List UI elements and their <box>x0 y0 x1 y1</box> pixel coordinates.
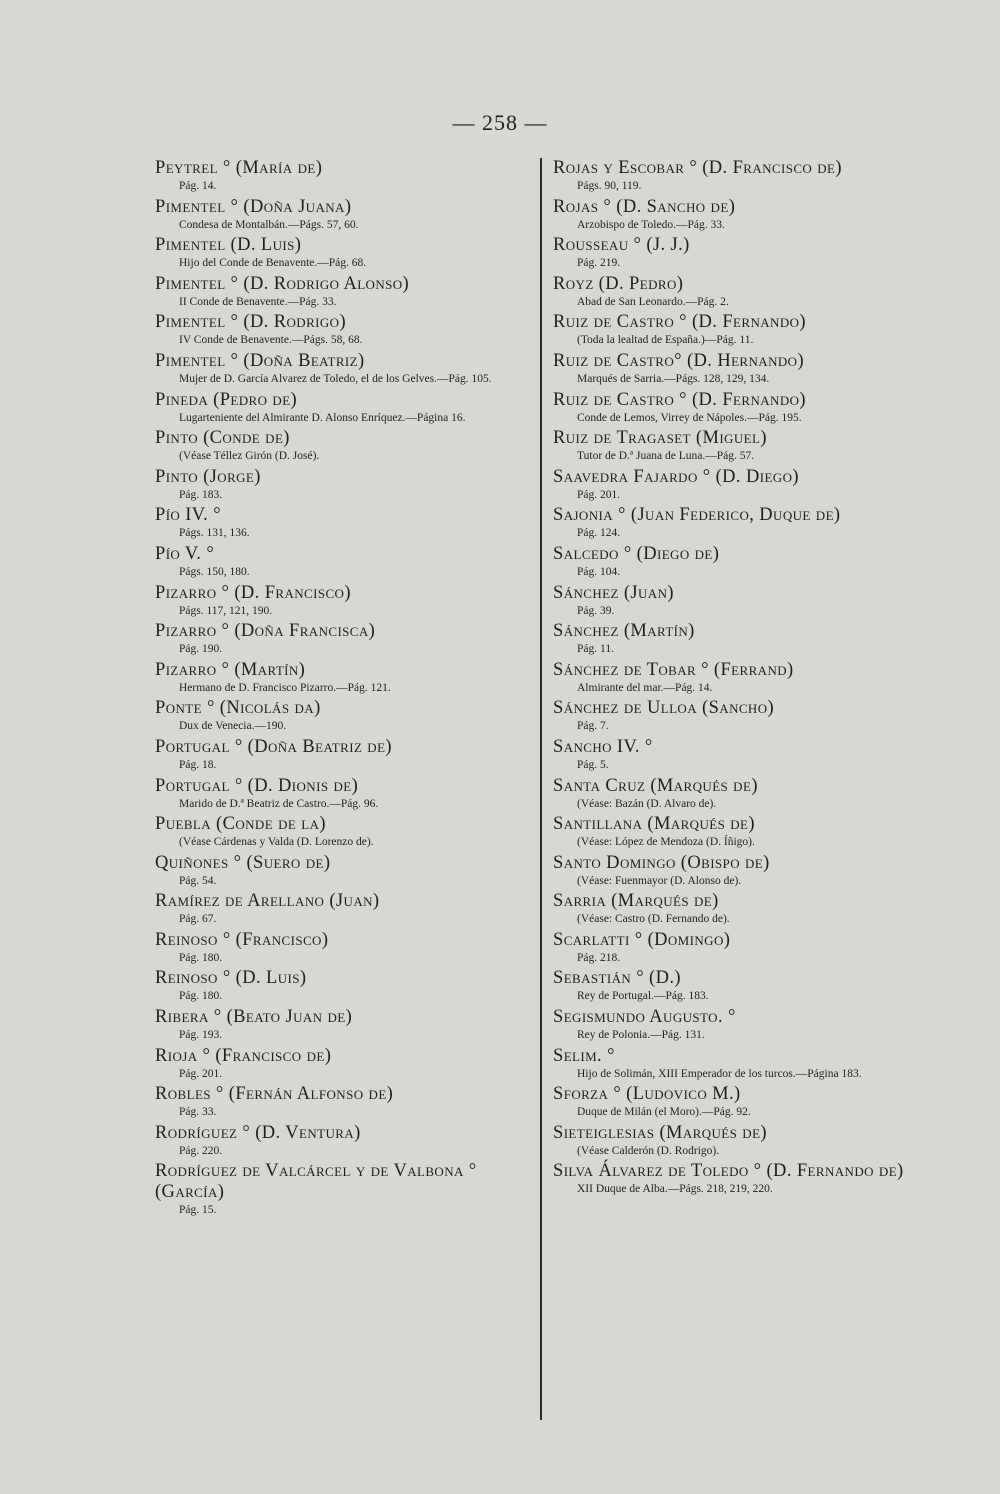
index-entry <box>155 467 530 503</box>
index-entry <box>553 1084 928 1120</box>
entry-heading: Sánchez de Ulloa (Sancho) <box>553 698 775 719</box>
entry-heading: Portugal ° (Doña Beatriz de) <box>155 736 392 757</box>
index-entry <box>553 467 928 503</box>
entry-heading: Sajonia ° (Juan Federico, Duque de) <box>553 505 841 526</box>
entry-detail: Pág. 190. <box>179 643 223 656</box>
page-number: — 258 — <box>452 110 548 135</box>
index-entry <box>553 1046 928 1082</box>
index-entry <box>553 428 928 464</box>
index-entry <box>155 814 530 850</box>
index-column-right <box>553 158 928 1200</box>
entry-heading: Pimentel ° (D. Rodrigo Alonso) <box>155 273 410 294</box>
entry-detail: Pág. 39. <box>577 604 615 617</box>
entry-heading: Sebastián ° (D.) <box>553 968 681 989</box>
entry-detail: Hermano de D. Francisco Pizarro.—Pág. 121. <box>179 681 391 694</box>
entry-heading: Scarlatti ° (Domingo) <box>553 929 731 950</box>
entry-detail: Pág. 220. <box>179 1144 223 1157</box>
index-entry <box>155 351 530 387</box>
entry-heading: Sánchez (Martín) <box>553 621 695 642</box>
entry-heading: Santo Domingo (Obispo de) <box>553 852 770 873</box>
entry-detail: Conde de Lemos, Virrey de Nápoles.—Pág. 195. <box>577 411 802 424</box>
entry-detail: Pág. 67. <box>179 913 217 926</box>
entry-heading: Pinto (Conde de) <box>155 428 290 449</box>
index-entry <box>553 235 928 271</box>
entry-detail: Pág. 218. <box>577 951 621 964</box>
entry-detail: Pág. 7. <box>577 720 609 733</box>
index-entry <box>553 1161 928 1197</box>
index-entry <box>553 312 928 348</box>
entry-detail: Rey de Portugal.—Pág. 183. <box>577 990 709 1003</box>
index-column-left <box>155 158 530 1221</box>
entry-detail: Págs. 117, 121, 190. <box>179 604 273 617</box>
entry-detail: Duque de Milán (el Moro).—Pág. 92. <box>577 1106 751 1119</box>
entry-heading: Pinto (Jorge) <box>155 466 261 487</box>
entry-heading: Rioja ° (Francisco de) <box>155 1045 332 1066</box>
entry-heading: Royz (D. Pedro) <box>553 273 684 294</box>
entry-detail: Rey de Polonia.—Pág. 131. <box>577 1029 705 1042</box>
index-entry <box>155 1123 530 1159</box>
index-entry <box>155 274 530 310</box>
entry-heading: Ruiz de Castro ° (D. Fernando) <box>553 389 806 410</box>
index-entry <box>553 583 928 619</box>
entry-heading: Peytrel ° (María de) <box>155 158 323 178</box>
entry-heading: Selim. ° <box>553 1045 615 1066</box>
entry-detail: (Véase: Castro (D. Fernando de). <box>577 913 730 926</box>
entry-heading: Ruiz de Tragaset (Miguel) <box>553 428 767 449</box>
index-entry <box>553 891 928 927</box>
entry-detail: XII Duque de Alba.—Págs. 218, 219, 220. <box>577 1183 773 1196</box>
entry-heading: Segismundo Augusto. ° <box>553 1007 736 1028</box>
entry-detail: Condesa de Montalbán.—Págs. 57, 60. <box>179 218 359 231</box>
entry-heading: Pío IV. ° <box>155 505 222 526</box>
entry-detail: Págs. 90, 119. <box>577 180 642 192</box>
entry-heading: Ramírez de Arellano (Juan) <box>155 891 380 912</box>
entry-detail: IV Conde de Benavente.—Págs. 58, 68. <box>179 334 363 347</box>
entry-detail: Hijo del Conde de Benavente.—Pág. 68. <box>179 257 367 270</box>
index-entry <box>155 968 530 1004</box>
index-entry <box>553 853 928 889</box>
entry-detail: Pág. 15. <box>179 1204 217 1217</box>
index-entry <box>553 274 928 310</box>
entry-heading: Pizarro ° (Doña Francisca) <box>155 621 376 642</box>
entry-detail: Pág. 180. <box>179 951 223 964</box>
entry-detail: Mujer de D. García Alvarez de Toledo, el de los Gelves.—Pág. 105. <box>179 372 492 385</box>
entry-detail: Pág. 33. <box>179 1106 217 1119</box>
index-entry <box>553 930 928 966</box>
index-entry <box>155 1084 530 1120</box>
entry-heading: Pío V. ° <box>155 543 215 564</box>
entry-detail: (Véase Calderón (D. Rodrigo). <box>577 1144 720 1157</box>
index-entry <box>155 776 530 812</box>
entry-heading: Rojas y Escobar ° (D. Francisco de) <box>553 158 842 178</box>
index-entry <box>155 853 530 889</box>
entry-heading: Pimentel ° (Doña Beatriz) <box>155 350 365 371</box>
entry-detail: Pág. 180. <box>179 990 223 1003</box>
index-entry <box>553 1007 928 1043</box>
entry-heading: Sancho IV. ° <box>553 736 653 757</box>
entry-heading: Pimentel ° (Doña Juana) <box>155 196 352 217</box>
index-entry <box>155 1161 530 1218</box>
index-entry <box>155 197 530 233</box>
index-entry <box>553 351 928 387</box>
index-entry <box>553 158 928 194</box>
index-entry <box>155 428 530 464</box>
entry-detail: Marqués de Sarria.—Págs. 128, 129, 134. <box>577 372 770 385</box>
entry-detail: Marido de D.ª Beatriz de Castro.—Pág. 96. <box>179 797 379 810</box>
entry-heading: Ponte ° (Nicolás da) <box>155 698 321 719</box>
entry-heading: Rojas ° (D. Sancho de) <box>553 196 736 217</box>
entry-detail: Pág. 201. <box>577 488 621 501</box>
index-entry <box>553 968 928 1004</box>
entry-heading: Rodríguez ° (D. Ventura) <box>155 1122 361 1143</box>
entry-heading: Pimentel (D. Luis) <box>155 235 302 256</box>
index-entry <box>155 1007 530 1043</box>
entry-heading: Saavedra Fajardo ° (D. Diego) <box>553 466 799 487</box>
entry-heading: Sieteiglesias (Marqués de) <box>553 1122 767 1143</box>
index-entry <box>155 660 530 696</box>
entry-heading: Reinoso ° (Francisco) <box>155 929 329 950</box>
entry-heading: Quiñones ° (Suero de) <box>155 852 331 873</box>
entry-heading: Pizarro ° (Martín) <box>155 659 306 680</box>
entry-heading: Sánchez de Tobar ° (Ferrand) <box>553 659 794 680</box>
entry-detail: Pág. 104. <box>577 565 621 578</box>
index-entry <box>553 1123 928 1159</box>
index-entry <box>553 737 928 773</box>
entry-heading: Pizarro ° (D. Francisco) <box>155 582 351 603</box>
entry-heading: Pineda (Pedro de) <box>155 389 298 410</box>
index-entry <box>553 390 928 426</box>
entry-detail: Págs. 131, 136. <box>179 527 250 540</box>
entry-heading: Robles ° (Fernán Alfonso de) <box>155 1084 394 1105</box>
entry-detail: Pág. 18. <box>179 758 217 771</box>
entry-detail: Pág. 5. <box>577 758 609 771</box>
entry-detail: Pág. 124. <box>577 527 621 540</box>
index-entry <box>155 737 530 773</box>
index-entry <box>553 197 928 233</box>
index-entry <box>155 158 530 194</box>
entry-detail: (Véase Téllez Girón (D. José). <box>179 450 320 463</box>
entry-detail: Lugarteniente del Almirante D. Alonso Enríquez.—Página 16. <box>179 411 466 424</box>
entry-heading: Santa Cruz (Marqués de) <box>553 775 758 796</box>
entry-heading: Puebla (Conde de la) <box>155 814 326 835</box>
index-entry <box>155 235 530 271</box>
entry-detail: Dux de Venecia.—190. <box>179 720 287 733</box>
index-entry <box>155 390 530 426</box>
index-entry <box>553 698 928 734</box>
entry-detail: (Toda la lealtad de España.)—Pág. 11. <box>577 334 754 347</box>
entry-heading: Rousseau ° (J. J.) <box>553 235 690 256</box>
entry-detail: (Véase: Bazán (D. Alvaro de). <box>577 797 717 810</box>
index-entry <box>155 312 530 348</box>
entry-detail: Pág. 11. <box>577 643 614 656</box>
entry-detail: Pág. 54. <box>179 874 217 887</box>
index-entry <box>155 621 530 657</box>
entry-heading: Silva Álvarez de Toledo ° (D. Fernando de) <box>553 1161 904 1182</box>
entry-heading: Sarria (Marqués de) <box>553 891 719 912</box>
index-entry <box>155 1046 530 1082</box>
index-entry <box>553 621 928 657</box>
index-entry <box>553 505 928 541</box>
index-entry <box>553 660 928 696</box>
index-entry <box>155 583 530 619</box>
entry-detail: II Conde de Benavente.—Pág. 33. <box>179 295 337 308</box>
entry-detail: (Véase: Fuenmayor (D. Alonso de). <box>577 874 742 887</box>
index-entry <box>155 505 530 541</box>
entry-detail: Pág. 219. <box>577 257 621 270</box>
entry-heading: Ruiz de Castro ° (D. Fernando) <box>553 312 806 333</box>
entry-detail: Hijo de Solimán, XIII Emperador de los turcos.—Página 183. <box>577 1067 862 1080</box>
entry-heading: Rodríguez de Valcárcel y de Valbona ° (García) <box>155 1161 477 1203</box>
entry-heading: Sforza ° (Ludovico M.) <box>553 1084 741 1105</box>
entry-heading: Sánchez (Juan) <box>553 582 674 603</box>
index-entry <box>553 814 928 850</box>
entry-detail: Arzobispo de Toledo.—Pág. 33. <box>577 218 725 231</box>
entry-detail: (Véase: López de Mendoza (D. Íñigo). <box>577 836 755 849</box>
entry-detail: (Véase Cárdenas y Valda (D. Lorenzo de). <box>179 836 374 849</box>
entry-detail: Pág. 183. <box>179 488 223 501</box>
entry-heading: Salcedo ° (Diego de) <box>553 543 720 564</box>
entry-detail: Tutor de D.ª Juana de Luna.—Pág. 57. <box>577 450 755 463</box>
entry-detail: Almirante del mar.—Pág. 14. <box>577 681 713 694</box>
index-entry <box>155 930 530 966</box>
column-divider <box>540 158 542 1420</box>
index-entry <box>553 544 928 580</box>
entry-heading: Portugal ° (D. Dionis de) <box>155 775 359 796</box>
entry-detail: Pág. 201. <box>179 1067 223 1080</box>
entry-detail: Págs. 150, 180. <box>179 565 250 578</box>
entry-detail: Pág. 14. <box>179 180 217 192</box>
entry-detail: Pág. 193. <box>179 1029 223 1042</box>
entry-heading: Santillana (Marqués de) <box>553 814 755 835</box>
index-entry <box>155 891 530 927</box>
index-entry <box>553 776 928 812</box>
index-entry <box>155 698 530 734</box>
entry-heading: Reinoso ° (D. Luis) <box>155 968 307 989</box>
entry-detail: Abad de San Leonardo.—Pág. 2. <box>577 295 729 308</box>
entry-heading: Ruiz de Castro° (D. Hernando) <box>553 350 805 371</box>
index-entry <box>155 544 530 580</box>
entry-heading: Ribera ° (Beato Juan de) <box>155 1007 353 1028</box>
entry-heading: Pimentel ° (D. Rodrigo) <box>155 312 347 333</box>
